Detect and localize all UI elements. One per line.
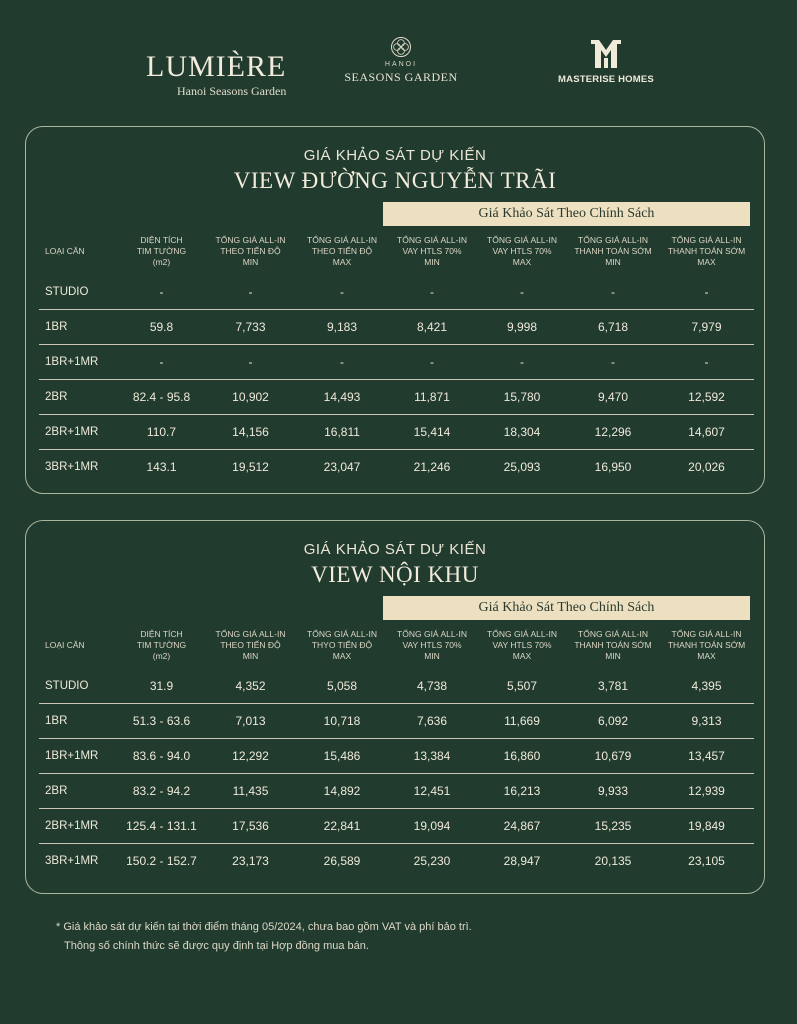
header-loan-min: TỔNG GIÁ ALL-IN VAY HTLS 70% MIN [397, 628, 467, 661]
table-cell: 16,811 [297, 415, 387, 450]
table-cell: 21,246 [387, 450, 477, 485]
table-cell: 12,939 [659, 774, 754, 809]
header-unit-type: LOẠI CĂN [45, 245, 85, 256]
table-cell: 59.8 [119, 310, 204, 345]
table-cell: 23,047 [297, 450, 387, 485]
table-cell: 51.3 - 63.6 [119, 704, 204, 739]
table-cell: 14,156 [204, 415, 297, 450]
unit-type-cell: 2BR+1MR [39, 415, 119, 450]
table-cell: 15,414 [387, 415, 477, 450]
header-unit-type: LOẠI CĂN [45, 639, 85, 650]
table-row [39, 669, 754, 704]
table-cell: 9,933 [567, 774, 659, 809]
table-row [39, 275, 754, 310]
table-cell: 10,679 [567, 739, 659, 774]
table-cell: 19,094 [387, 809, 477, 844]
flower-emblem-icon [390, 36, 412, 58]
table-row [39, 450, 754, 485]
table-cell: 5,507 [506, 679, 538, 693]
table-header-row [39, 621, 754, 669]
table-cell: 15,235 [567, 809, 659, 844]
table-cell: 83.6 - 94.0 [119, 739, 204, 774]
unit-type-cell: STUDIO [45, 286, 89, 298]
table-cell: - [477, 345, 567, 380]
masterise-m-icon [589, 36, 623, 70]
table-cell: 12,292 [204, 739, 297, 774]
unit-type-cell: 1BR [39, 310, 119, 345]
table-row [39, 345, 754, 380]
table-cell: - [567, 345, 659, 380]
table-cell: 16,950 [567, 450, 659, 485]
table-cell: 16,860 [477, 739, 567, 774]
table-cell: 143.1 [119, 450, 204, 485]
table-cell: 7,733 [204, 310, 297, 345]
masterise-logo-name: MASTERISE HOMES [558, 74, 654, 85]
logo-bar [0, 36, 797, 106]
table-cell: 26,589 [297, 844, 387, 879]
table-cell: 31.9 [149, 679, 174, 693]
table-cell: 7,636 [387, 704, 477, 739]
table-cell: 14,892 [297, 774, 387, 809]
table-cell: 6,718 [567, 310, 659, 345]
price-card-nguyen-trai [25, 126, 765, 494]
table-cell: - [611, 285, 615, 299]
unit-type-cell: 1BR [39, 704, 119, 739]
table-cell: 7,979 [659, 310, 754, 345]
table-cell: 3,781 [597, 679, 629, 693]
table-cell: 20,135 [567, 844, 659, 879]
footnote-line-2: Thông số chính thức sẽ được quy định tại Hợp đồng mua bán. [64, 940, 369, 952]
footnote-line-1: * Giá khảo sát dự kiến tại thời điểm tháng 05/2024, chưa bao gồm VAT và phí bảo trì. [56, 921, 472, 933]
table-cell: 11,435 [204, 774, 297, 809]
table-cell: 4,738 [416, 679, 448, 693]
table-cell: 8,421 [387, 310, 477, 345]
section-subtitle: GIÁ KHẢO SÁT DỰ KIẾN [303, 541, 487, 558]
table-cell: 4,395 [691, 679, 722, 693]
header-schedule-max: TỔNG GIÁ ALL-IN THEO TIẾN ĐỘ MAX [307, 234, 377, 267]
table-cell: 9,470 [567, 380, 659, 415]
table-cell: - [248, 285, 253, 299]
section-title: VIEW NỘI KHU [311, 562, 479, 587]
table-cell: 17,536 [204, 809, 297, 844]
section-title: VIEW ĐƯỜNG NGUYỄN TRÃI [233, 168, 557, 193]
table-row [39, 380, 754, 415]
lumiere-logo [146, 52, 286, 99]
table-cell: 5,058 [326, 679, 358, 693]
header-loan-max: TỔNG GIÁ ALL-IN VAY HTLS 70% MAX [487, 628, 557, 661]
masterise-logo [558, 36, 654, 85]
table-cell: 110.7 [119, 415, 204, 450]
table-cell: - [387, 345, 477, 380]
table-cell: 6,092 [567, 704, 659, 739]
table-cell: - [340, 285, 344, 299]
footnote [56, 918, 656, 956]
table-cell: 18,304 [477, 415, 567, 450]
header-loan-min: TỔNG GIÁ ALL-IN VAY HTLS 70% MIN [397, 234, 467, 267]
table-cell: 25,230 [387, 844, 477, 879]
unit-type-cell: STUDIO [45, 680, 89, 692]
table-cell: 24,867 [477, 809, 567, 844]
price-table [39, 621, 754, 878]
table-cell: 14,493 [297, 380, 387, 415]
header-schedule-min: TỔNG GIÁ ALL-IN THEO TIẾN ĐỘ MIN [215, 234, 286, 267]
section-heading [26, 541, 764, 588]
header-schedule-max: TỔNG GIÁ ALL-IN THYO TIẾN ĐỘ MAX [307, 628, 377, 661]
table-cell: 13,384 [387, 739, 477, 774]
table-cell: - [297, 345, 387, 380]
header-early-min: TỔNG GIÁ ALL-IN THANH TOÁN SỚM MIN [574, 628, 652, 661]
table-cell: 22,841 [297, 809, 387, 844]
table-cell: 12,451 [387, 774, 477, 809]
table-cell: 150.2 - 152.7 [119, 844, 204, 879]
table-cell: 82.4 - 95.8 [119, 380, 204, 415]
table-row [39, 704, 754, 739]
seasons-logo-city: HANOI [384, 61, 418, 68]
table-cell: 20,026 [659, 450, 754, 485]
table-cell: - [159, 285, 164, 299]
table-cell: - [119, 345, 204, 380]
table-header-row [39, 227, 754, 275]
table-cell: 14,607 [659, 415, 754, 450]
table-cell: 9,183 [297, 310, 387, 345]
unit-type-cell: 1BR+1MR [39, 739, 119, 774]
policy-price-banner: Giá Khảo Sát Theo Chính Sách [383, 202, 750, 226]
table-cell: 13,457 [659, 739, 754, 774]
table-cell: 4,352 [235, 679, 266, 693]
table-cell: - [704, 285, 709, 299]
table-cell: 7,013 [204, 704, 297, 739]
table-cell: 12,296 [567, 415, 659, 450]
table-cell: 9,313 [659, 704, 754, 739]
table-cell: 23,173 [204, 844, 297, 879]
table-cell: - [659, 345, 754, 380]
table-cell: 19,512 [204, 450, 297, 485]
table-cell: - [430, 285, 434, 299]
header-early-max: TỔNG GIÁ ALL-IN THANH TOÁN SỚM MAX [667, 628, 746, 661]
table-cell: 12,592 [659, 380, 754, 415]
table-cell: 10,902 [204, 380, 297, 415]
header-early-max: TỔNG GIÁ ALL-IN THANH TOÁN SỚM MAX [667, 234, 746, 267]
unit-type-cell: 3BR+1MR [39, 844, 119, 879]
seasons-garden-logo [343, 36, 459, 85]
table-row [39, 739, 754, 774]
header-loan-max: TỔNG GIÁ ALL-IN VAY HTLS 70% MAX [487, 234, 557, 267]
table-cell: 9,998 [477, 310, 567, 345]
table-row [39, 415, 754, 450]
header-area: DIỆN TÍCH TIM TƯỜNG (m2) [136, 234, 187, 267]
table-cell: 19,849 [659, 809, 754, 844]
lumiere-logo-title: LUMIÈRE [146, 50, 287, 83]
header-schedule-min: TỔNG GIÁ ALL-IN THEO TIẾN ĐỘ MIN [215, 628, 286, 661]
table-row [39, 809, 754, 844]
lumiere-logo-subtitle: Hanoi Seasons Garden [177, 84, 287, 98]
table-row [39, 310, 754, 345]
unit-type-cell: 2BR+1MR [39, 809, 119, 844]
unit-type-cell: 1BR+1MR [39, 345, 119, 380]
table-cell: 83.2 - 94.2 [119, 774, 204, 809]
table-cell: 11,669 [477, 704, 567, 739]
policy-price-banner: Giá Khảo Sát Theo Chính Sách [383, 596, 750, 620]
section-heading [26, 147, 764, 194]
seasons-logo-name: SEASONS GARDEN [344, 70, 458, 84]
table-cell: 23,105 [659, 844, 754, 879]
table-cell: 25,093 [477, 450, 567, 485]
price-table [39, 227, 754, 484]
table-cell: 16,213 [477, 774, 567, 809]
unit-type-cell: 2BR [39, 380, 119, 415]
table-cell: 15,486 [297, 739, 387, 774]
table-cell: - [520, 285, 524, 299]
header-early-min: TỔNG GIÁ ALL-IN THANH TOÁN SỚM MIN [574, 234, 652, 267]
price-card-noi-khu [25, 520, 765, 894]
unit-type-cell: 2BR [39, 774, 119, 809]
section-subtitle: GIÁ KHẢO SÁT DỰ KIẾN [303, 147, 487, 164]
table-cell: 11,871 [387, 380, 477, 415]
table-cell: 28,947 [477, 844, 567, 879]
table-cell: - [204, 345, 297, 380]
table-cell: 125.4 - 131.1 [119, 809, 204, 844]
header-area: DIỆN TÍCH TIM TƯỜNG (m2) [136, 628, 187, 661]
table-row [39, 844, 754, 879]
table-row [39, 774, 754, 809]
unit-type-cell: 3BR+1MR [39, 450, 119, 485]
table-cell: 10,718 [297, 704, 387, 739]
table-cell: 15,780 [477, 380, 567, 415]
